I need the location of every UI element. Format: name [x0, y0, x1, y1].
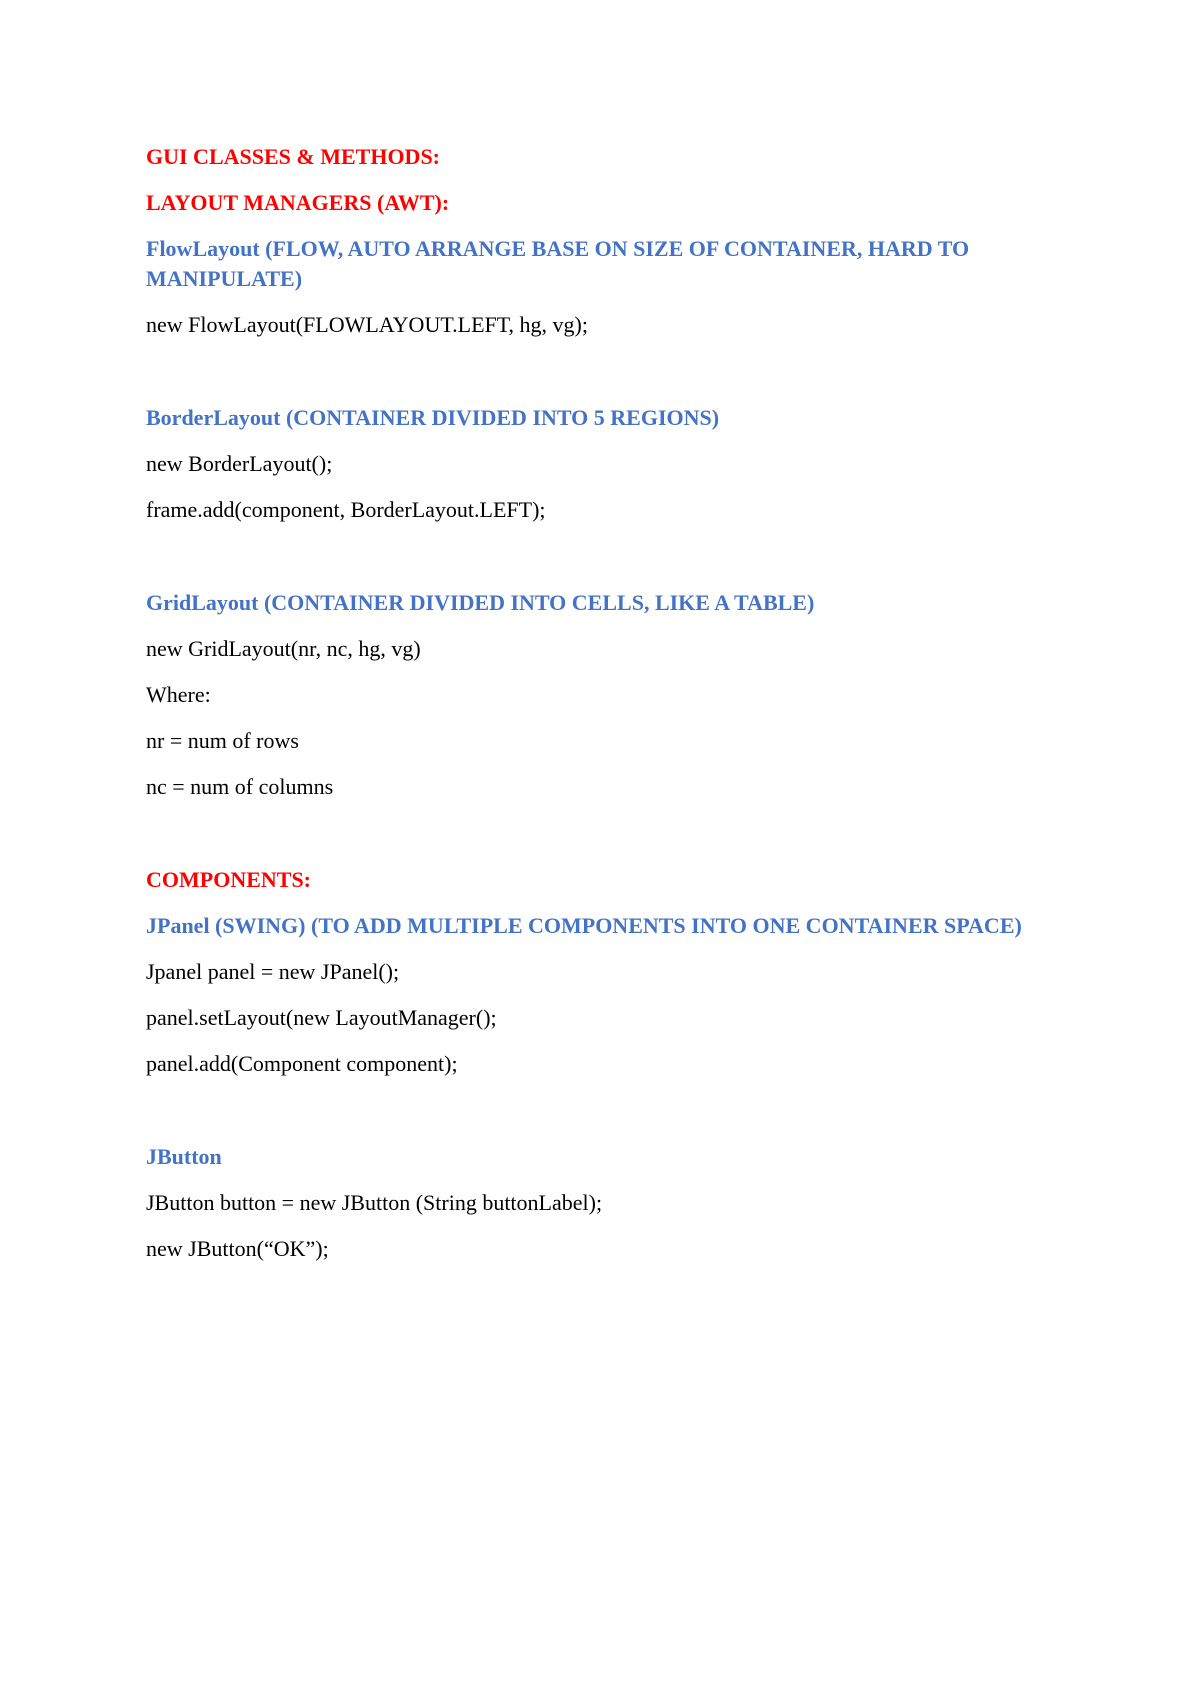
heading-layout-managers: LAYOUT MANAGERS (AWT): — [146, 190, 450, 215]
borderlayout-title: BorderLayout (CONTAINER DIVIDED INTO 5 REGIONS) — [146, 405, 720, 430]
gridlayout-code: new GridLayout(nr, nc, hg, vg) — [146, 636, 421, 661]
gridlayout-where: Where: — [146, 682, 211, 707]
flowlayout-code: new FlowLayout(FLOWLAYOUT.LEFT, hg, vg); — [146, 312, 588, 337]
jpanel-title: JPanel (SWING) (TO ADD MULTIPLE COMPONENTS INTO ONE CONTAINER SPACE) — [146, 913, 1022, 938]
spacer — [146, 818, 1046, 865]
spacer — [146, 356, 1046, 403]
borderlayout-code-2: frame.add(component, BorderLayout.LEFT); — [146, 497, 546, 522]
borderlayout-code-1: new BorderLayout(); — [146, 451, 333, 476]
spacer — [146, 541, 1046, 588]
jpanel-code-2: panel.setLayout(new LayoutManager(); — [146, 1005, 497, 1030]
jbutton-code-1: JButton button = new JButton (String buttonLabel); — [146, 1190, 603, 1215]
flowlayout-title: FlowLayout (FLOW, AUTO ARRANGE BASE ON SIZE OF CONTAINER, HARD TO MANIPULATE) — [146, 236, 970, 291]
gridlayout-title: GridLayout (CONTAINER DIVIDED INTO CELLS, LIKE A TABLE) — [146, 590, 815, 615]
heading-gui-classes: GUI CLASSES & METHODS: — [146, 144, 441, 169]
jpanel-code-3: panel.add(Component component); — [146, 1051, 458, 1076]
jbutton-code-2: new JButton(“OK”); — [146, 1236, 329, 1261]
jpanel-code-1: Jpanel panel = new JPanel(); — [146, 959, 400, 984]
gridlayout-nr: nr = num of rows — [146, 728, 299, 753]
document-body — [146, 142, 1046, 1280]
jbutton-title: JButton — [146, 1144, 222, 1169]
gridlayout-nc: nc = num of columns — [146, 774, 334, 799]
spacer — [146, 1095, 1046, 1142]
heading-components: COMPONENTS: — [146, 867, 311, 892]
